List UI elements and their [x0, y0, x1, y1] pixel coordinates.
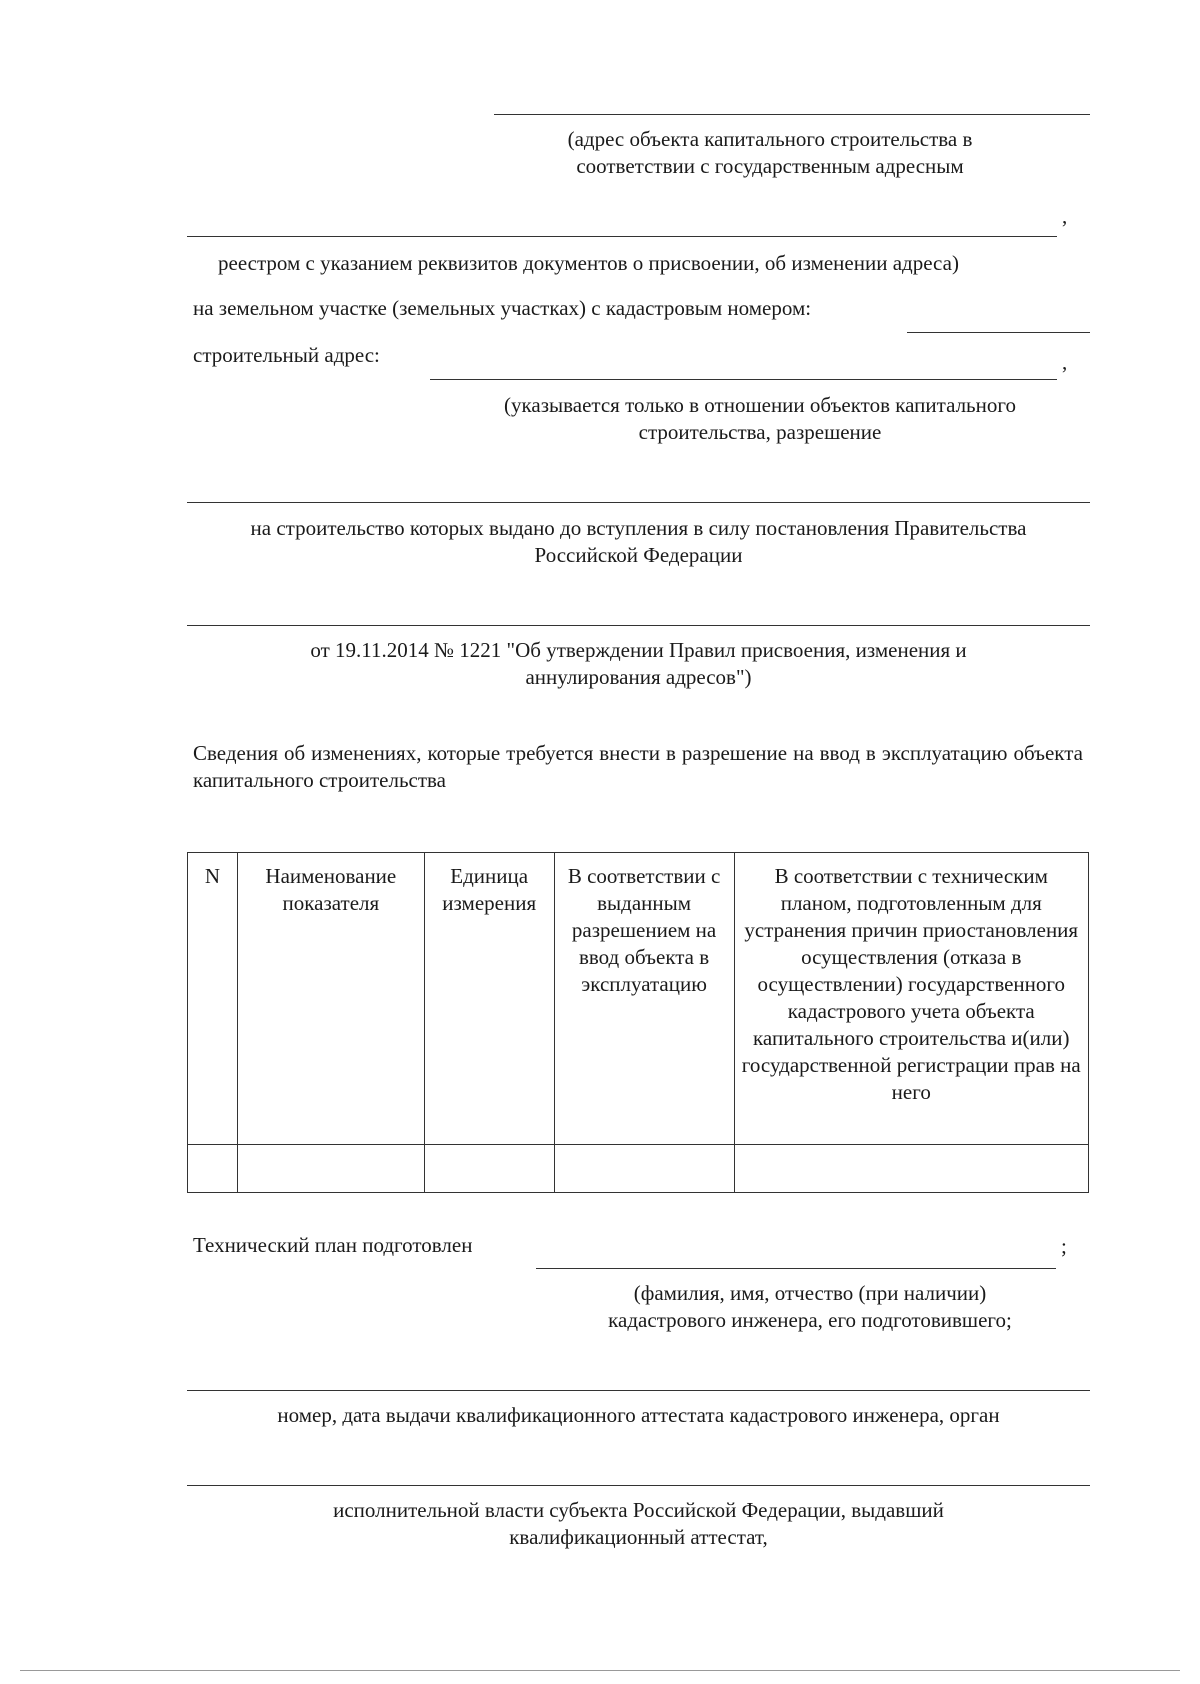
permit-caption: [187, 515, 1090, 569]
scan-edge-line: [20, 1670, 1180, 1671]
header-indicator-name: Наименование показателя: [237, 853, 424, 1145]
engineer-caption: [560, 1280, 1060, 1334]
table-cell: [734, 1145, 1088, 1193]
changes-table: [187, 852, 1089, 1193]
certificate-fill-line: [187, 1390, 1090, 1391]
header-technical-plan: В соответствии с техническим планом, подготовленным для устранения причин приостановления осуществления (отказа в осуществлении) государственного кадастрового учета объекта капитального строительства и(или) государственной регистрации прав на него: [734, 853, 1088, 1145]
engineer-caption-line1: (фамилия, имя, отчество (при наличии): [633, 1281, 987, 1305]
comma-mark-2: ,: [1062, 350, 1068, 374]
decree-fill-line: [187, 625, 1090, 626]
address-caption: [520, 126, 1020, 180]
permit-fill-line: [187, 502, 1090, 503]
table-row: [188, 1145, 1089, 1193]
table-cell: [554, 1145, 734, 1193]
decree-caption-line2: аннулирования адресов"): [525, 665, 752, 689]
engineer-caption-line2: кадастрового инженера, его подготовившего;: [608, 1308, 1012, 1332]
permit-caption-line1: на строительство которых выдано до вступления в силу постановления Правительства: [250, 516, 1027, 540]
engineer-name-line: [536, 1268, 1056, 1269]
table-cell: [237, 1145, 424, 1193]
authority-caption-line2: квалификационный аттестат,: [509, 1525, 768, 1549]
land-plot-label: на земельном участке (земельных участках) с кадастровым номером:: [193, 296, 812, 320]
decree-caption-line1: от 19.11.2014 № 1221 "Об утверждении Правил присвоения, изменения и: [310, 638, 967, 662]
permit-caption-line2: Российской Федерации: [534, 543, 743, 567]
address-fill-line: [494, 114, 1090, 115]
address-caption-line1: (адрес объекта капитального строительства в: [567, 127, 973, 151]
indicated-caption-line1: (указывается только в отношении объектов капитального: [504, 393, 1016, 417]
header-unit: Единица измерения: [424, 853, 554, 1145]
authority-caption: [187, 1497, 1090, 1551]
indicated-caption-line2: строительства, разрешение: [638, 420, 882, 444]
building-address-line: [430, 379, 1057, 380]
authority-fill-line: [187, 1485, 1090, 1486]
certificate-caption: номер, дата выдачи квалификационного аттестата кадастрового инженера, орган: [277, 1403, 1000, 1427]
header-n: N: [188, 853, 238, 1145]
semicolon-mark: ;: [1061, 1234, 1067, 1258]
indicated-caption: [440, 392, 1080, 446]
authority-caption-line1: исполнительной власти субъекта Российской Федерации, выдавший: [333, 1498, 944, 1522]
address-fill-line-2: [187, 236, 1057, 237]
cadastral-number-line: [907, 332, 1090, 333]
tech-plan-label: Технический план подготовлен: [193, 1233, 473, 1257]
table-cell: [188, 1145, 238, 1193]
table-header-row: [188, 853, 1089, 1145]
address-caption-line2: соответствии с государственным адресным: [576, 154, 964, 178]
building-address-label: строительный адрес:: [193, 343, 380, 367]
decree-caption: [187, 637, 1090, 691]
changes-paragraph: Сведения об изменениях, которые требуется внести в разрешение на ввод в эксплуатацию объекта капитального строительства: [193, 741, 1083, 792]
table-cell: [424, 1145, 554, 1193]
register-caption: реестром с указанием реквизитов документов о присвоении, об изменении адреса): [218, 251, 959, 275]
header-issued-permit: В соответствии с выданным разрешением на ввод объекта в эксплуатацию: [554, 853, 734, 1145]
comma-mark: ,: [1062, 204, 1068, 228]
